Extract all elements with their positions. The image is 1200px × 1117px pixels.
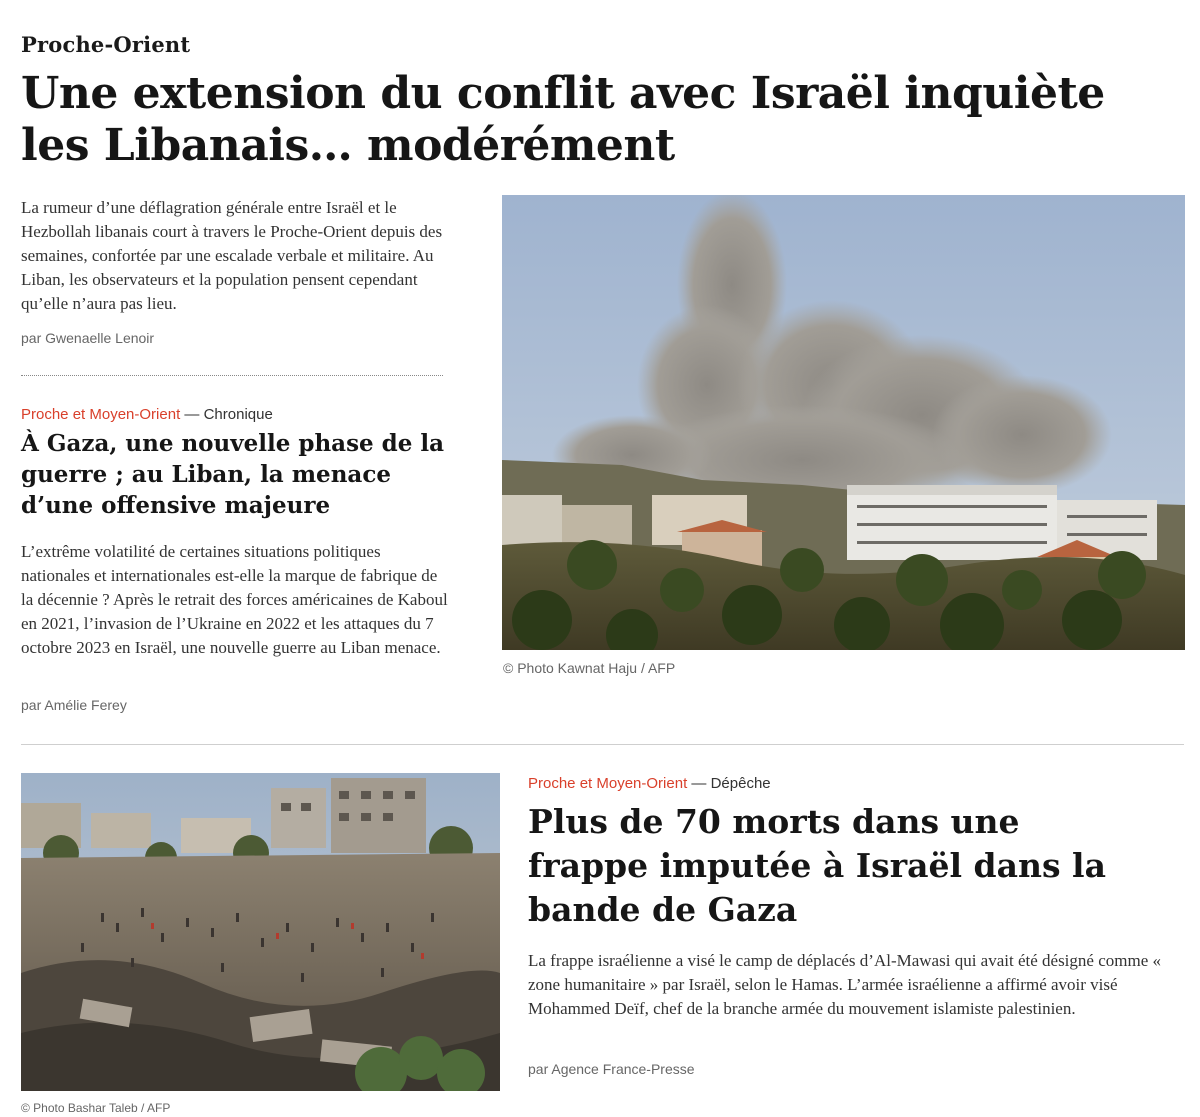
dotted-divider	[21, 375, 443, 376]
dispatch-category-link[interactable]: Proche et Moyen-Orient	[528, 775, 688, 792]
main-photo[interactable]	[502, 195, 1185, 650]
chronicle-byline[interactable]: par Amélie Ferey	[21, 697, 127, 713]
dispatch-photo-credit: © Photo Bashar Taleb / AFP	[21, 1101, 171, 1115]
main-byline[interactable]: par Gwenaelle Lenoir	[21, 330, 155, 346]
chronicle-meta	[21, 406, 273, 423]
section-kicker[interactable]: Proche-Orient	[21, 32, 191, 57]
section-divider	[21, 744, 1184, 745]
dispatch-headline[interactable]: Plus de 70 morts dans une frappe imputée à Israël dans la bande de Gaza	[528, 802, 1106, 929]
dispatch-photo[interactable]	[21, 773, 500, 1091]
main-photo-credit: © Photo Kawnat Haju / AFP	[503, 660, 676, 676]
dispatch-body: La frappe israélienne a visé le camp de déplacés d’Al-Mawasi qui avait été désigné comme « zone humanitaire » par Israël, selon le Hamas. L’armée israélienne a affirmé avoir visé Mohammed Deïf, chef de la branche armée du mouvement islamiste palestinien.	[528, 951, 1161, 1018]
meta-separator: —	[184, 406, 200, 423]
dispatch-byline[interactable]: par Agence France-Presse	[528, 1061, 695, 1077]
dispatch-meta	[528, 775, 771, 792]
chronicle-headline[interactable]: À Gaza, une nouvelle phase de la guerre ; au Liban, la menace d’une offensive majeure	[21, 430, 445, 519]
smoke-explosion-photo	[502, 195, 1185, 650]
dispatch-type: Dépêche	[710, 775, 771, 792]
main-headline[interactable]: Une extension du conflit avec Israël inquiète les Libanais… modérément	[21, 68, 1105, 171]
rubble-crowd-photo	[21, 773, 500, 1091]
chronicle-type: Chronique	[203, 406, 273, 423]
meta-separator: —	[691, 775, 707, 792]
chronicle-body: L’extrême volatilité de certaines situations politiques nationales et internationales est-elle la marque de fabrique de la décennie ? Après le retrait des forces américaines de Kaboul en 2021, l’invasion de l’Ukraine en 2022 et les attaques du 7 octobre 2023 en Israël, une nouvelle guerre au Liban menace.	[21, 542, 448, 657]
chronicle-category-link[interactable]: Proche et Moyen-Orient	[21, 406, 181, 423]
main-lead: La rumeur d’une déflagration générale entre Israël et le Hezbollah libanais court à travers le Proche-Orient depuis des semaines, confortée par une escalade verbale et militaire. Au Liban, les observateurs et la population pensent cependant qu’elle n’aura pas lieu.	[21, 198, 443, 313]
